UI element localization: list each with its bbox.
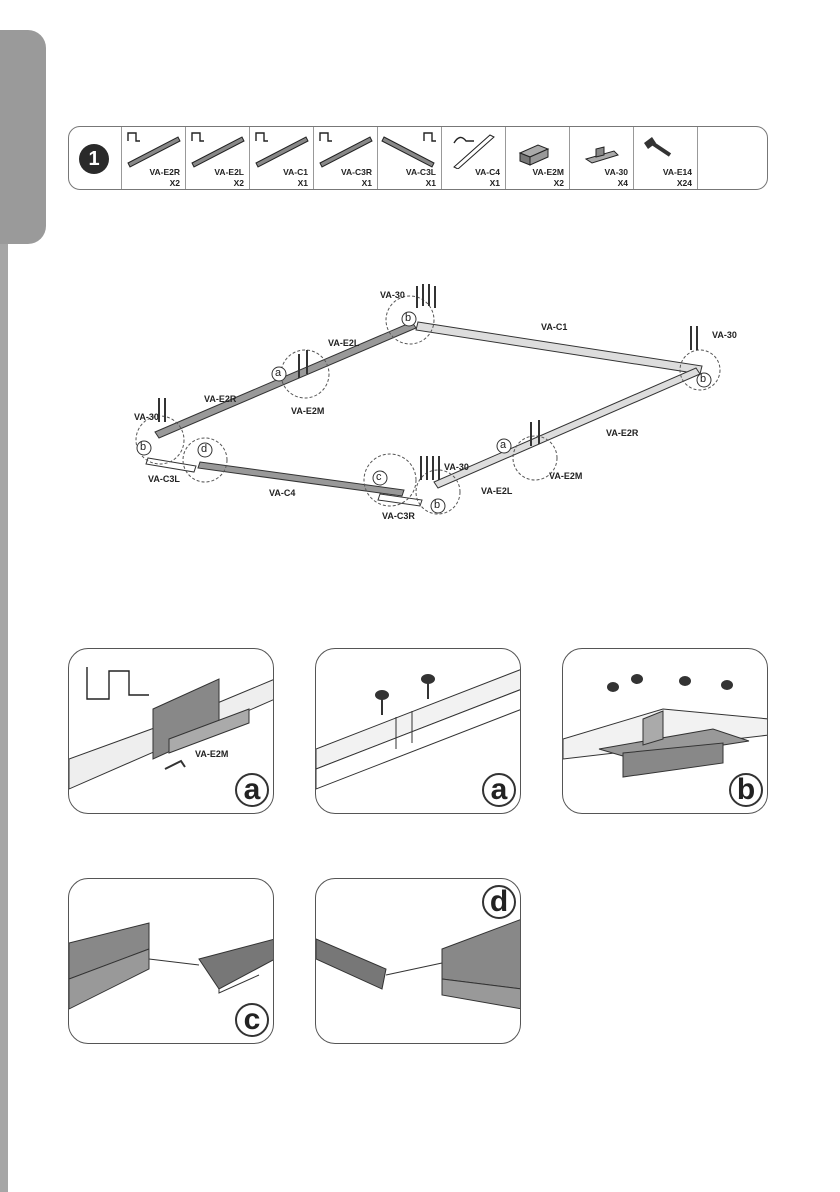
callout-b: b [434,499,441,511]
part-item [569,127,634,189]
detail-panel-c [68,878,274,1044]
label-va-e2r: VA-E2R [204,394,237,404]
label-va-e2r: VA-E2R [606,428,639,438]
part-item-empty [697,127,768,189]
detail-panel-b [562,648,768,814]
part-item [121,127,186,189]
angled-rail-icon [444,129,504,169]
part-quantity: X1 [297,178,308,188]
part-item [313,127,378,189]
detail-letter-a: a [482,773,516,807]
label-va-c4: VA-C4 [269,488,296,498]
rail-profile-icon [124,129,184,169]
callout-b: b [700,373,707,385]
part-code: VA-E14 [662,167,692,177]
label-va-e2m: VA-E2M [291,406,325,416]
detail-letter-d: d [482,885,516,919]
callout-b: b [405,312,412,324]
part-quantity: X1 [361,178,372,188]
label-va-c1: VA-C1 [541,322,568,332]
callout-d: d [201,443,208,455]
label-va-c3l: VA-C3L [148,474,180,484]
screw-icon [636,129,696,169]
label-va-e2m: VA-E2M [549,471,583,481]
part-quantity: X4 [617,178,628,188]
part-code: VA-E2L [214,167,244,177]
part-code: VA-C3R [340,167,372,177]
label-va30: VA-30 [712,330,737,340]
detail-panel-a2 [315,648,521,814]
label-va-c3r: VA-C3R [382,511,415,521]
rail-profile-icon [380,129,440,169]
frame-assembly-diagram [0,270,840,550]
part-quantity: X24 [676,178,692,188]
parts-list [68,126,768,190]
part-code: VA-E2R [149,167,180,177]
callout-c: c [376,471,382,483]
part-item [633,127,698,189]
label-va30: VA-30 [134,412,159,422]
rail-profile-icon [252,129,312,169]
detail-part-tag: VA-E2M [195,749,229,759]
corner-plate-icon [572,129,632,169]
callout-a: a [500,439,507,451]
part-code: VA-C1 [283,167,308,177]
label-va30: VA-30 [380,290,405,300]
part-quantity: X2 [169,178,180,188]
step-number-badge: 1 [79,144,109,174]
callout-markers [0,270,840,550]
connector-bracket-icon [508,129,568,169]
section-tab [0,30,46,244]
part-quantity: X2 [553,178,564,188]
label-va-e2l: VA-E2L [328,338,360,348]
callout-b: b [140,441,147,453]
detail-letter-b: b [729,773,763,807]
detail-panel-a1 [68,648,274,814]
part-quantity: X1 [489,178,500,188]
part-quantity: X1 [425,178,436,188]
part-item [441,127,506,189]
part-code: VA-C4 [475,167,500,177]
part-item [505,127,570,189]
part-item [249,127,314,189]
part-item [377,127,442,189]
part-code: VA-30 [604,167,628,177]
label-va30: VA-30 [444,462,469,472]
rail-profile-icon [316,129,376,169]
part-quantity: X2 [233,178,244,188]
callout-a: a [275,367,282,379]
detail-letter-c: c [235,1003,269,1037]
detail-letter-a: a [235,773,269,807]
detail-panel-d [315,878,521,1044]
part-code: VA-C3L [405,167,436,177]
part-code: VA-E2M [532,167,564,177]
label-va-e2l: VA-E2L [481,486,513,496]
rail-profile-icon [188,129,248,169]
part-item [185,127,250,189]
